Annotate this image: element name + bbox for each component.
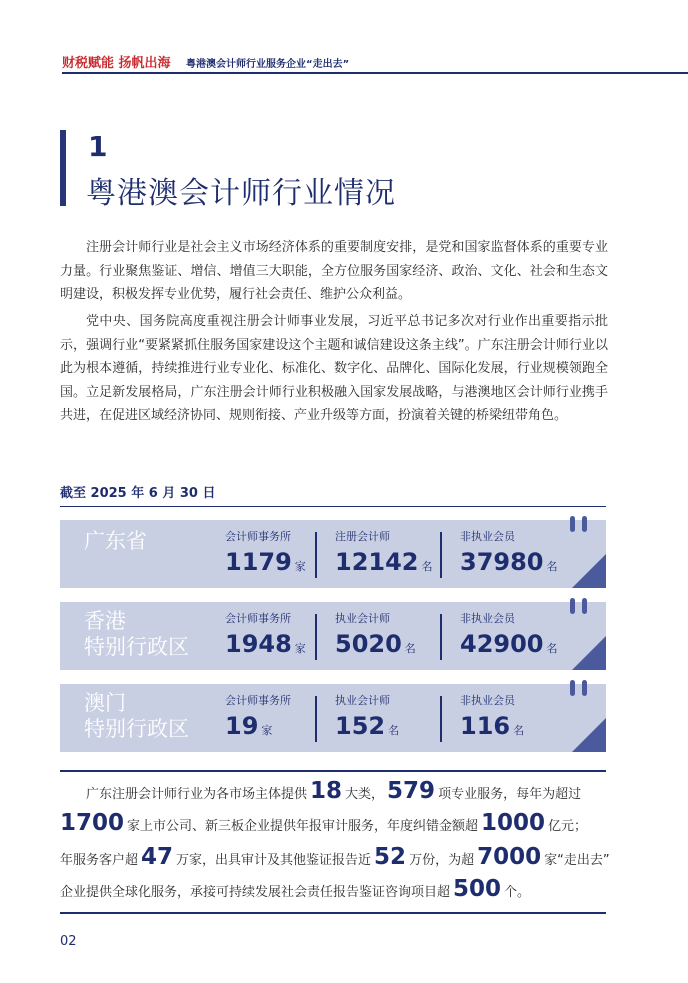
paragraph-2: 党中央、国务院高度重视注册会计师事业发展，习近平总书记多次对行业作出重要指示批示，强调行业“要紧紧抓住服务国家建设这个主题和诚信建设这条主线”。广东注册会计师行业以此为根本遵循，持续推进行业专业化、标准化、数字化、品牌化、国际化发展，行业规模领跑全国。立足新发展格局，广东注册会计师行业积极融入国家发展战略，与港澳地区会计师行业携手共进，在促进区域经济协同、规则衔接、产业升级等方面，扮演着关键的桥梁纽带角色。 [60,314,608,423]
stat-unit: 名 [546,560,558,573]
region-name-line2: 特别行政区 [84,717,189,741]
stat-accountants [335,528,433,576]
stat-label: 执业会计师 [335,694,390,707]
summary-line-4 [60,876,608,902]
summary-text: 广东注册会计师行业为各市场主体提供 [86,787,308,802]
binder-tabs-icon [570,516,592,532]
stat-unit: 家 [261,724,273,737]
summary-text: 万份，为超 [409,853,475,868]
stat-divider [315,614,317,660]
stat-non-practicing [460,610,558,658]
region-name-line1: 香港 [84,609,126,633]
stat-unit: 名 [388,724,400,737]
stat-unit: 家 [294,560,306,573]
stat-divider [315,532,317,578]
stat-divider [440,532,442,578]
stat-value: 37980 [460,548,544,576]
summary-figure: 47 [141,844,174,870]
stat-unit: 名 [513,724,525,737]
stat-label: 非执业会员 [460,530,515,543]
summary-line-2 [60,810,608,836]
summary-figure: 579 [387,778,436,804]
summary-text: 项专业服务，每年为超过 [438,787,582,802]
region-name [84,690,189,742]
stat-label: 会计师事务所 [225,612,291,625]
stat-non-practicing [460,692,524,740]
summary-figure: 1000 [481,810,546,836]
stat-label: 会计师事务所 [225,530,291,543]
summary-text: 家“走出去” [544,853,610,868]
stat-non-practicing [460,528,558,576]
region-name-line1: 广东省 [84,529,147,553]
paragraph-1: 注册会计师行业是社会主义市场经济体系的重要制度安排，是党和国家监督体系的重要专业力量。行业聚焦鉴证、增信、增值三大职能，全方位服务国家经济、政治、文化、社会和生态文明建设，积极发挥专业优势，履行社会责任、维护公众利益。 [60,240,608,302]
summary-bottom-rule [60,912,606,914]
stat-divider [440,696,442,742]
binder-tabs-icon [570,598,592,614]
panel-corner-fold [572,554,606,588]
summary-text: 企业提供全球化服务，承接可持续发展社会责任报告鉴证咨询项目超 [60,885,451,900]
page-number: 02 [60,934,77,949]
summary-top-rule [60,770,606,772]
summary-text: 大类， [345,787,385,802]
stat-value: 42900 [460,630,544,658]
stat-value: 12142 [335,548,419,576]
summary-text: 个。 [504,885,531,900]
summary-line-1 [86,778,634,804]
stat-value: 1948 [225,630,292,658]
binder-tabs-icon [570,680,592,696]
page-header [62,52,688,76]
region-panel-macao [60,684,606,752]
region-name-line2: 特别行政区 [84,635,189,659]
as-of-rule [60,506,606,507]
stat-label: 非执业会员 [460,612,515,625]
section-number: 1 [88,130,108,163]
stat-unit: 名 [404,642,416,655]
summary-text: 万家，出具审计及其他鉴证报告近 [176,853,372,868]
stat-label: 非执业会员 [460,694,515,707]
stat-value: 19 [225,712,259,740]
stat-label: 注册会计师 [335,530,390,543]
region-panel-guangdong [60,520,606,588]
summary-text: 年服务客户超 [60,853,139,868]
region-name [84,528,147,554]
stat-accountants [335,692,399,740]
stat-value: 152 [335,712,386,740]
stat-firms [225,610,306,658]
summary-text: 亿元； [548,819,588,834]
summary-figure: 500 [453,876,502,902]
stat-divider [440,614,442,660]
summary-line-3 [60,844,608,870]
summary-figure: 1700 [60,810,125,836]
header-subtitle: 粤港澳会计师行业服务企业“走出去” [186,59,350,70]
summary-text: 家上市公司、新三板企业提供年报审计服务，年度纠错金额超 [127,819,479,834]
section-accent-bar [60,130,66,206]
as-of-date: 截至 2025 年 6 月 30 日 [60,486,216,501]
summary-figure: 18 [310,778,343,804]
header-rule [62,72,688,74]
section-title: 粤港澳会计师行业情况 [86,176,396,211]
header-brand: 财税赋能 扬帆出海 [62,56,171,71]
summary-figure: 52 [374,844,407,870]
panel-corner-fold [572,636,606,670]
stat-value: 5020 [335,630,402,658]
stat-firms [225,528,306,576]
region-name [84,608,189,660]
region-panel-hongkong [60,602,606,670]
stat-firms [225,692,291,740]
panel-corner-fold [572,718,606,752]
stat-value: 116 [460,712,511,740]
region-name-line1: 澳门 [84,691,126,715]
stat-value: 1179 [225,548,292,576]
stat-unit: 名 [546,642,558,655]
stat-unit: 家 [294,642,306,655]
summary-figure: 7000 [477,844,542,870]
stat-unit: 名 [421,560,433,573]
stat-accountants [335,610,416,658]
stat-label: 执业会计师 [335,612,390,625]
stat-label: 会计师事务所 [225,694,291,707]
stat-divider [315,696,317,742]
